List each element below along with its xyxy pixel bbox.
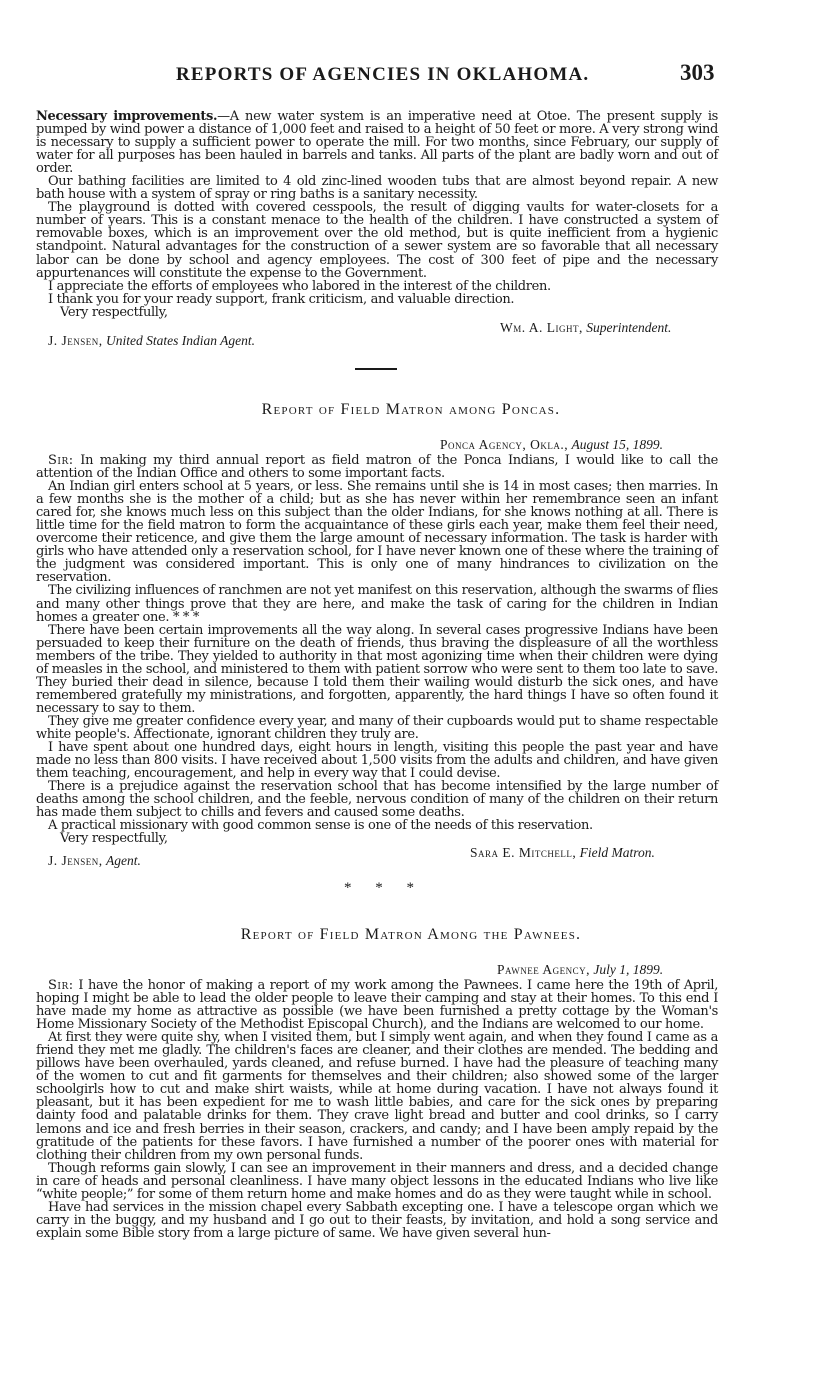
addressee-name: J. Jensen, — [48, 333, 103, 348]
dateline-date: August 15, 1899. — [571, 437, 664, 452]
addressee-name: J. Jensen, — [48, 853, 103, 868]
closing-line: Very respectfully, — [60, 304, 168, 320]
dateline — [497, 962, 663, 978]
poncas-paragraph: An Indian girl enters school at 5 years, or less. She remains until she is 14 in most cases; then marries. In a few months she is the mother of a child; but as she has never within her remembrance seen an infant cared for, she knows much less on this subject than the older Indians, for she knows nothing at all. There is little time for the field matron to form the acquaintance of these girls each year, make them feel their need, overcome their reticence, and give them the large amount of necessary information. The task is harder with girls who have attended only a reservation school, for I have never known one of these where the training of the judgment was considered important. This is only one of many hindrances to civilization on the reservation. — [36, 479, 718, 586]
section-title-poncas: Report of Field Matron among Poncas. — [261, 401, 561, 418]
poncas-paragraph: A practical missionary with good common sense is one of the needs of this reservation. — [48, 818, 593, 834]
signer-name: Wm. A. Light, — [500, 320, 583, 335]
signer-name: Sara E. Mitchell, — [470, 845, 577, 860]
addressee-title: Agent. — [106, 853, 141, 868]
poncas-report-body — [36, 454, 718, 845]
poncas-paragraph: They give me greater confidence every year, and many of their cupboards would put to shame respectable white people's. Affectionate, ignorant children they truly are. — [36, 713, 718, 742]
dateline — [440, 437, 663, 453]
section-lead-heading: Necessary improvements. — [36, 109, 218, 124]
otoe-paragraph: I thank you for your ready support, frank criticism, and valuable direction. — [48, 291, 515, 307]
otoe-paragraph: I appreciate the efforts of employees who labored in the interest of the children. — [48, 278, 551, 294]
salutation: Sir: — [48, 453, 74, 468]
poncas-paragraph: I have spent about one hundred days, eight hours in length, visiting this people the past year and have made no less than 800 visits. I have received about 1,500 visits from the adults and children, and have given them teaching, encouragement, and help in every way that I could devise. — [36, 740, 718, 782]
signer-title: Field Matron. — [579, 845, 655, 860]
page-number: 303 — [680, 60, 715, 85]
otoe-paragraph: Our bathing facilities are limited to 4 old zinc-lined wooden tubs that are almost beyond repair. A new bath house with a system of spray or ring baths is a sanitary necessity. — [36, 174, 718, 203]
section-separator-stars: * * * — [344, 880, 424, 896]
addressee — [48, 853, 141, 869]
dateline-place: Pawnee Agency, — [497, 962, 591, 977]
dateline-date: July 1, 1899. — [593, 962, 664, 977]
section-title-pawnees: Report of Field Matron Among the Pawnees. — [240, 926, 582, 943]
pawnees-paragraph: Sir: I have the honor of making a report of my work among the Pawnees. I came here the 19th of April, hoping I might be able to lead the older people to leave their camping and stay at their homes. To this end I have made my home as attractive as possible (we have been furnished a pretty cottage by the Woman's Home Missionary Society of the Methodist Episcopal Church), and the Indians are welcomed to our home. — [36, 978, 718, 1033]
addressee — [48, 333, 255, 349]
otoe-paragraph: Necessary improvements.—A new water system is an imperative need at Otoe. The present supply is pumped by wind power a distance of 1,000 feet and raised to a height of 50 feet or more. A very strong wind is necessary to supply a sufficient power to operate the mill. For two months, since February, our supply of water for all purposes has been hauled in barrels and tanks. All parts of the plant are badly worn and out of order. — [36, 109, 718, 177]
pawnees-paragraph: Have had services in the mission chapel every Sabbath excepting one. I have a telescope organ which we carry in the buggy, and my husband and I go out to their feasts, by invitation, and hold a song service and explain some Bible story from a large picture of same. We have given several hun- — [36, 1199, 718, 1241]
otoe-report-body — [36, 110, 718, 319]
poncas-paragraph: The civilizing influences of ranchmen are not yet manifest on this reservation, although the swarms of flies and many other things prove that they are here, and make the task of caring for the children in Indian homes a greater one. * * * — [36, 583, 718, 625]
signer-title: Superintendent. — [586, 320, 672, 335]
poncas-paragraph: Sir: In making my third annual report as field matron of the Ponca Indians, I would like to call the attention of the Indian Office and others to some important facts. — [36, 453, 718, 482]
section-divider — [355, 368, 397, 370]
signature — [470, 845, 655, 861]
salutation: Sir: — [48, 978, 74, 993]
dateline-place: Ponca Agency, Okla., — [440, 437, 569, 452]
running-head: REPORTS OF AGENCIES IN OKLAHOMA. — [176, 64, 590, 85]
signature — [500, 320, 671, 336]
pawnees-report-body — [36, 979, 718, 1240]
closing-line: Very respectfully, — [60, 831, 168, 847]
pawnees-paragraph: Though reforms gain slowly, I can see an improvement in their manners and dress, and a decided change in care of heads and personal cleanliness. I have many object lessons in the educated Indians who live like “white people;” for some of them return home and make homes and do as they were taught while in school. — [36, 1160, 718, 1202]
addressee-title: United States Indian Agent. — [106, 333, 255, 348]
pawnees-paragraph: At first they were quite shy, when I visited them, but I simply went again, and when they found I came as a friend they met me gladly. The children's faces are cleaner, and their clothes are mended. The bedding and pillows have been overhauled, yards cleaned, and refuse burned. I have had the pleasure of teaching many of the women to cut and fit garments for themselves and their children; also showed some of the larger schoolgirls how to cut and make shirt waists, while at home during vacation. I have not always found it pleasant, but it has been expedient for me to wash little babies, and care for the sick ones by preparing dainty food and palatable drinks for them. They crave light bread and butter and cool drinks, so I carry lemons and ice and fresh berries in their season, crackers, and candy; and I have been amply repaid by the gratitude of the patients for these favors. I have furnished a number of the poorer ones with material for clothing their children from my own personal funds. — [36, 1030, 718, 1163]
poncas-paragraph: There have been certain improvements all the way along. In several cases progressive Indians have been persuaded to keep their furniture on the death of friends, thus braving the displeasure of all the worthless members of the tribe. They yielded to authority in that most agonizing time when their children were dying of measles in the school, and ministered to them with patient sorrow who were sent to them too late to save. They buried their dead in silence, because I told them their wailing would disturb the sick ones, and have remembered gratefully my ministrations, and forgotten, apparently, the hard things I have so often found it necessary to say to them. — [36, 622, 718, 716]
poncas-paragraph: There is a prejudice against the reservation school that has become intensified by the large number of deaths among the school children, and the feeble, nervous condition of many of the children on their return has made them subject to chills and fevers and caused some deaths. — [36, 779, 718, 821]
otoe-paragraph: The playground is dotted with covered cesspools, the result of digging vaults for water-closets for a number of years. This is a constant menace to the health of the children. I have constructed a system of removable boxes, which is an improvement over the old method, but is quite inefficient from a hygienic standpoint. Natural advantages for the construction of a sewer system are so favorable that all necessary labor can be done by school and agency employees. The cost of 300 feet of pipe and the necessary appurtenances will constitute the expense to the Government. — [36, 200, 718, 281]
